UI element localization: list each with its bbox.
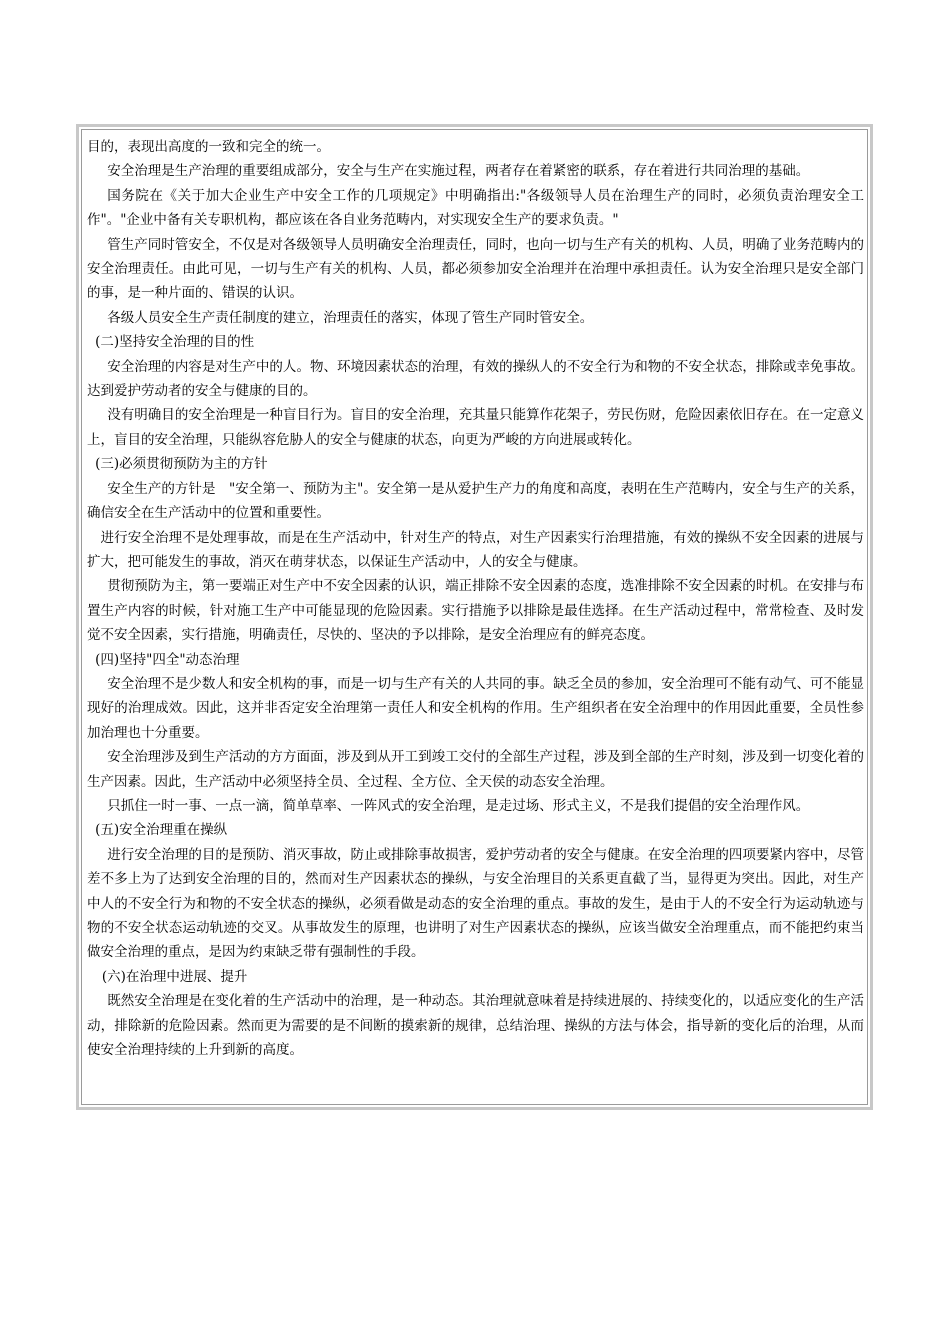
paragraph: 安全治理是生产治理的重要组成部分，安全与生产在实施过程，两者存在着紧密的联系，存在着进行共同治理的基础。 — [107, 163, 810, 180]
section-heading: (六)在治理中进展、提升 — [101, 968, 248, 985]
paragraph: 只抓住一时一事、一点一滴，简单草率、一阵风式的安全治理，是走过场、形式主义，不是我们提倡的安全治理作风。 — [107, 797, 810, 814]
document-frame — [76, 124, 873, 1110]
paragraph: 贯彻预防为主，第一要端正对生产中不安全因素的认识，端正排除不安全因素的态度，选准排除不安全因素的时机。在安排与布置生产内容的时候，针对施工生产中可能显现的危险因素。实行措施予以排除是最佳选择。在生产活动过程中，常常检查、及时发觉不安全因素，实行措施，明确责任，尽快的、坚决的予以排除，是安全治理应有的鲜亮态度。 — [87, 578, 864, 644]
paragraph: 安全治理的内容是对生产中的人。物、环境因素状态的治理，有效的操纵人的不安全行为和物的不安全状态，排除或幸免事故。达到爱护劳动者的安全与健康的目的。 — [87, 358, 864, 400]
paragraph: 管生产同时管安全，不仅是对各级领导人员明确安全治理责任，同时，也向一切与生产有关的机构、人员，明确了业务范畴内的安全治理责任。由此可见，一切与生产有关的机构、人员，都必须参加安全治理并在治理中承担责任。认为安全治理只是安全部门的事，是一种片面的、错误的认识。 — [87, 236, 864, 302]
paragraph: 没有明确目的安全治理是一种盲目行为。盲目的安全治理，充其量只能算作花架子，劳民伤财，危险因素依旧存在。在一定意义上，盲目的安全治理，只能纵容危胁人的安全与健康的状态，向更为严峻的方向进展或转化。 — [87, 407, 864, 448]
paragraph: 各级人员安全生产责任制度的建立，治理责任的落实，体现了管生产同时管安全。 — [107, 309, 594, 326]
paragraph: 目的，表现出高度的一致和完全的统一。 — [87, 139, 330, 155]
section-heading: (四)坚持"四全"动态治理 — [95, 651, 240, 668]
paragraph: 安全治理涉及到生产活动的方方面面，涉及到从开工到竣工交付的全部生产过程，涉及到全部的生产时刻，涉及到一切变化着的生产因素。因此，生产活动中必须坚持全员、全过程、全方位、全天侯的动态安全治理。 — [87, 749, 864, 790]
section-heading: (三)必须贯彻预防为主的方针 — [95, 456, 268, 473]
section-heading: (二)坚持安全治理的目的性 — [95, 334, 255, 351]
paragraph: 进行安全治理的目的是预防、消灭事故，防止或排除事故损害，爱护劳动者的安全与健康。在安全治理的四项要紧内容中，尽管差不多上为了达到安全治理的目的，然而对生产因素状态的操纵，与安全治理目的关系更直截了当，显得更为突出。因此，对生产中人的不安全行为和物的不安全状态的操纵，必须看做是动态的安全治理的重点。事故的发生，是由于人的不安全行为运动轨迹与物的不安全状态运动轨迹的交叉。从事故发生的原理，也讲明了对生产因素状态的操纵，应该当做安全治理重点，而不能把约束当做安全治理的重点，是因为约束缺乏带有强制性的手段。 — [87, 846, 864, 961]
paragraph: 国务院在《关于加大企业生产中安全工作的几项规定》中明确指出:"各级领导人员在治理生产的同时，必须负责治理安全工作"。"企业中备有关专职机构，都应该在各自业务范畴内，对实现安全生产的要求负责。" — [87, 187, 864, 229]
paragraph: 既然安全治理是在变化着的生产活动中的治理，是一种动态。其治理就意味着是持续进展的、持续变化的，以适应变化的生产活动，排除新的危险因素。然而更为需要的是不间断的摸索新的规律，总结治理、操纵的方法与体会，指导新的变化后的治理，从而使安全治理持续的上升到新的高度。 — [87, 993, 864, 1059]
paragraph: 进行安全治理不是处理事故，而是在生产活动中，针对生产的特点，对生产因素实行治理措施，有效的操纵不安全因素的进展与扩大，把可能发生的事故，消灭在萌芽状态，以保证生产活动中，人的安全与健康。 — [87, 529, 864, 570]
paragraph: 安全生产的方针是 "安全第一、预防为主"。安全第一是从爱护生产力的角度和高度，表明在生产范畴内，安全与生产的关系，确信安全在生产活动中的位置和重要性。 — [87, 480, 864, 522]
paragraph: 安全治理不是少数人和安全机构的事，而是一切与生产有关的人共同的事。缺乏全员的参加，安全治理可不能有动气、可不能显现好的治理成效。因此，这并非否定安全治理第一责任人和安全机构的作用。生产组织者在安全治理中的作用因此重要，全员性参加治理也十分重要。 — [87, 675, 864, 741]
section-heading: (五)安全治理重在操纵 — [95, 822, 228, 839]
document-body — [81, 129, 868, 1105]
